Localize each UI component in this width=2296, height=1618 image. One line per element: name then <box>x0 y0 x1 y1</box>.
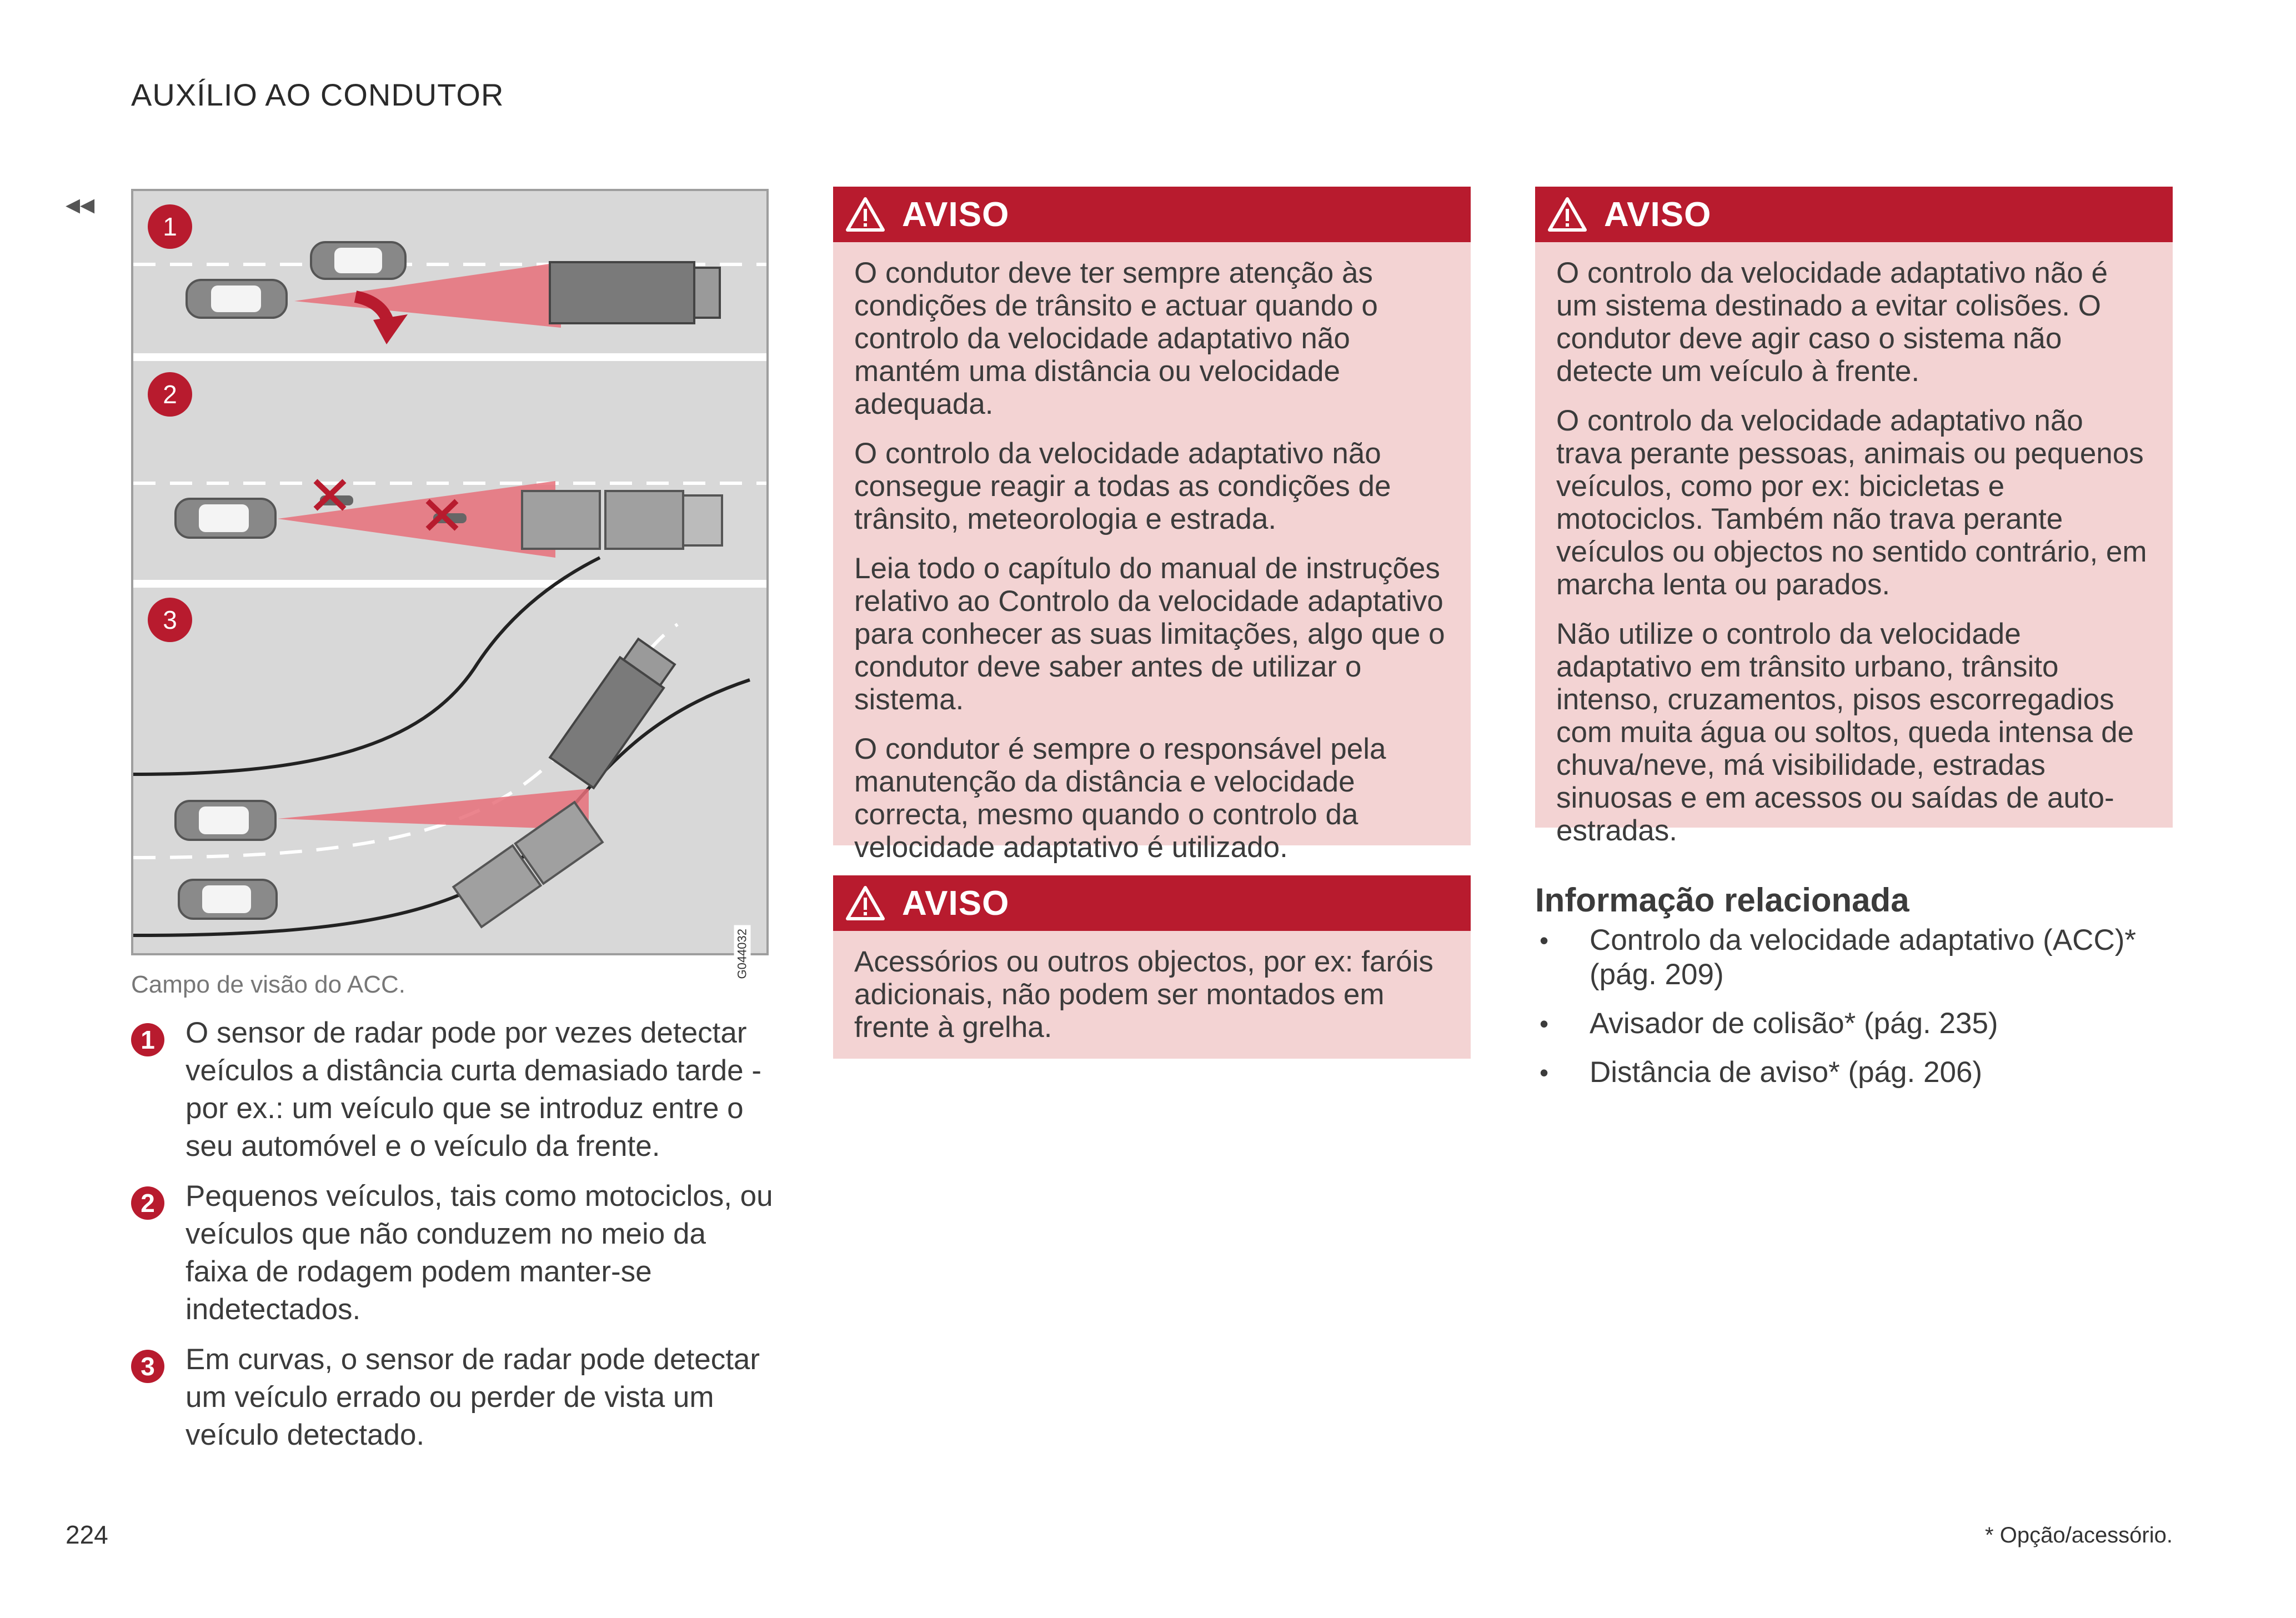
badge-text: 2 <box>163 380 177 409</box>
description-item <box>131 1341 775 1454</box>
car-icon <box>187 280 287 318</box>
description-list <box>131 1014 775 1466</box>
warning-paragraph: O controlo da velocidade adaptativo não consegue reagir a todas as condições de trânsito, meteorologia e estrada. <box>854 437 1391 535</box>
panel-badge-1 <box>148 204 192 249</box>
badge-text: 3 <box>163 605 177 634</box>
related-link[interactable] <box>1535 923 2179 992</box>
warning-box <box>833 187 1471 864</box>
warning-header <box>833 875 1471 931</box>
warning-paragraph: O condutor deve ter sempre atenção às condições de trânsito e actuar quando o controlo da velocidade adaptativo não mantém uma distância ou velocidade adequada. <box>854 257 1378 420</box>
warning-box <box>1535 187 2173 847</box>
bullet-icon: • <box>1540 926 1549 955</box>
truck-icon <box>522 491 722 549</box>
description-item <box>131 1178 775 1329</box>
continued-marker-icon: ◂◂ <box>66 188 95 221</box>
figure-caption: Campo de visão do ACC. <box>131 971 406 998</box>
footnote: * Opção/acessório. <box>1985 1523 2173 1547</box>
warning-body <box>833 242 1471 881</box>
car-icon <box>176 499 275 538</box>
panel-badge-3 <box>148 598 192 642</box>
related-link-text[interactable]: Controlo da velocidade adaptativo (ACC)* (pág. 209) <box>1590 924 2136 991</box>
bullet-icon: • <box>1540 1009 1549 1038</box>
panel-divider <box>133 353 766 361</box>
description-item <box>131 1014 775 1165</box>
figure-code: G044032 <box>734 925 751 983</box>
radar-beam <box>278 481 555 558</box>
warning-title: AVISO <box>902 884 1010 923</box>
warning-triangle-icon <box>845 885 885 921</box>
description-text: O sensor de radar pode por vezes detectar veículos a distância curta demasiado tarde - por ex.: um veículo que se introduz entre o seu automóvel e o veículo da frente. <box>186 1016 761 1163</box>
warning-title: AVISO <box>902 195 1010 234</box>
related-link-text[interactable]: Distância de aviso* (pág. 206) <box>1590 1056 1983 1089</box>
number-badge: 3 <box>131 1350 164 1383</box>
page-number: 224 <box>66 1520 108 1549</box>
warning-box <box>833 875 1471 1059</box>
car-icon <box>179 880 277 919</box>
truck-icon <box>550 637 678 788</box>
warning-paragraph: Não utilize o controlo da velocidade adaptativo em trânsito urbano, trânsito intenso, cruzamentos, pisos escorregadios com muita água ou soltos, queda intensa de chuva/neve, má visibilidade, estradas sinuosas e em acessos ou saídas de auto-estradas. <box>1556 618 2134 847</box>
warning-paragraph: O condutor é sempre o responsável pela manutenção da distância e velocidade correcta, mesmo quando o controlo da velocidade adaptativo é utilizado. <box>854 733 1386 864</box>
warning-body <box>1535 242 2173 865</box>
warning-triangle-icon <box>845 197 885 232</box>
truck-icon <box>550 262 720 323</box>
warning-header <box>833 187 1471 242</box>
car-icon <box>176 801 275 840</box>
bullet-icon: • <box>1540 1058 1549 1087</box>
related-link[interactable] <box>1535 1055 2179 1090</box>
number-badge: 1 <box>131 1023 164 1056</box>
warning-paragraph: Acessórios ou outros objectos, por ex: faróis adicionais, não podem ser montados em frente à grelha. <box>854 945 1433 1044</box>
warning-body <box>833 931 1471 1061</box>
related-link-text[interactable]: Avisador de colisão* (pág. 235) <box>1590 1007 1998 1040</box>
car-icon <box>311 242 405 279</box>
related-link[interactable] <box>1535 1006 2179 1041</box>
description-text: Pequenos veículos, tais como motociclos, ou veículos que não conduzem no meio da faixa de rodagem podem manter-se indetectados. <box>186 1180 773 1326</box>
road-edge <box>133 558 600 774</box>
description-text: Em curvas, o sensor de radar pode detectar um veículo errado ou perder de vista um veículo detectado. <box>186 1343 760 1451</box>
number-badge: 2 <box>131 1186 164 1220</box>
warning-title: AVISO <box>1604 195 1712 234</box>
warning-paragraph: O controlo da velocidade adaptativo não trava perante pessoas, animais ou pequenos veículos, como por ex: bicicletas e motociclos. Também não trava perante veículos ou objectos no sentido contrário, em marcha lenta ou parados. <box>1556 404 2147 601</box>
warning-paragraph: O controlo da velocidade adaptativo não é um sistema destinado a evitar colisões. O condutor deve agir caso o sistema não detecte um veículo à frente. <box>1556 257 2108 388</box>
acc-field-of-view-illustration <box>131 189 769 979</box>
panel-divider <box>133 580 766 588</box>
warning-triangle-icon <box>1547 197 1587 232</box>
warning-header <box>1535 187 2173 242</box>
warning-paragraph: Leia todo o capítulo do manual de instruções relativo ao Controlo da velocidade adaptativo para conhecer as suas limitações, algo que o condutor deve saber antes de utilizar o sistema. <box>854 552 1445 716</box>
related-info-list <box>1535 923 2179 1104</box>
arrow-head-icon <box>373 314 408 344</box>
page-header-title: AUXÍLIO AO CONDUTOR <box>131 77 504 112</box>
illustration-graphic <box>133 191 766 953</box>
badge-text: 1 <box>163 212 177 241</box>
related-info-heading: Informação relacionada <box>1535 881 1909 919</box>
panel-badge-2 <box>148 372 192 417</box>
